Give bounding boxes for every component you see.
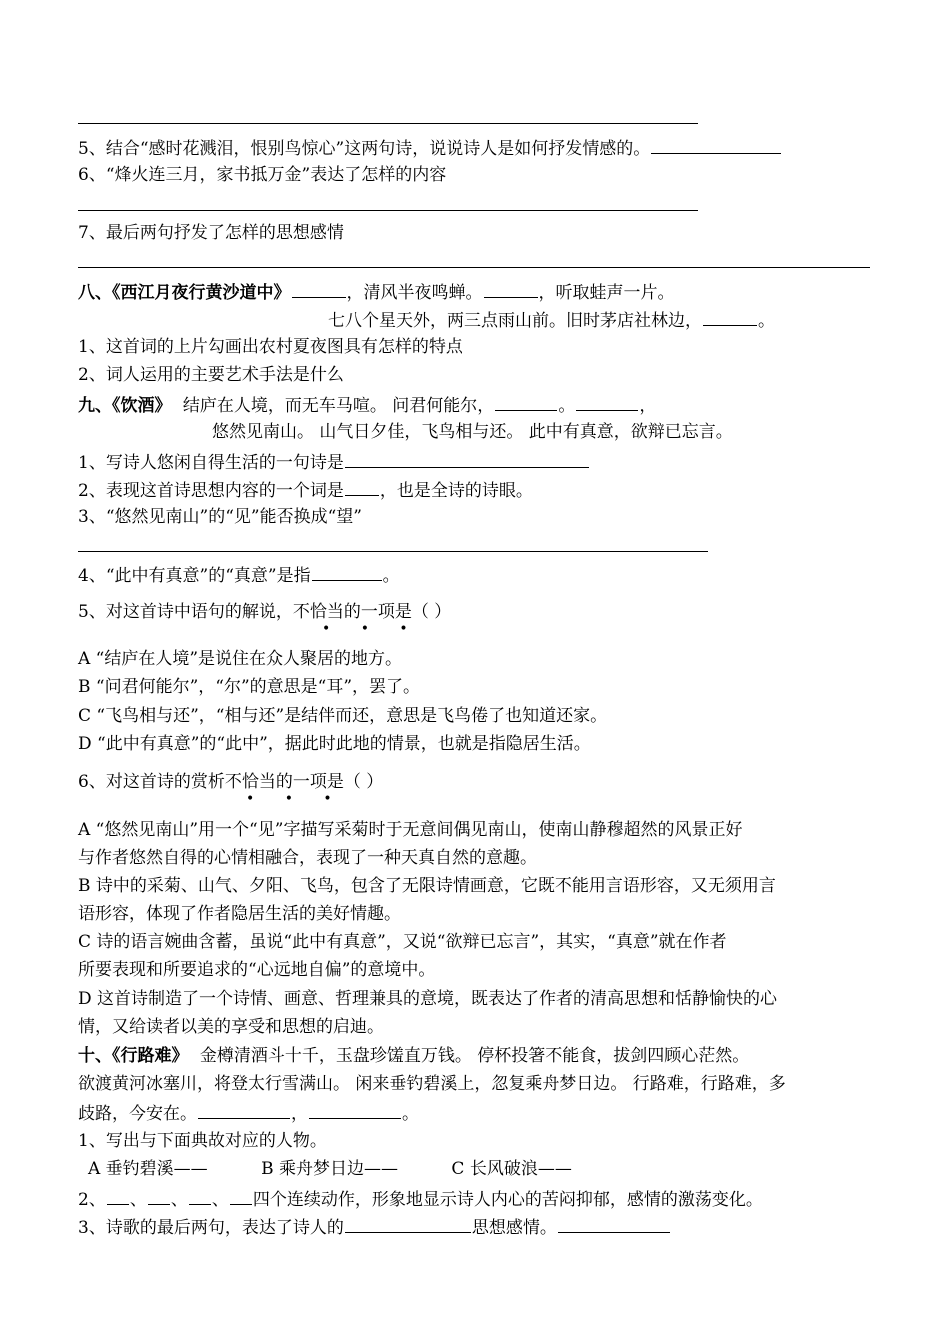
answer-blank[interactable] — [107, 1187, 129, 1205]
answer-blank[interactable] — [309, 1101, 401, 1119]
question-text: 7、最后两句抒发了怎样的思想感情 — [78, 223, 344, 243]
answer-blank[interactable] — [345, 450, 589, 468]
answer-blank[interactable] — [558, 1215, 670, 1233]
poem-text: ， — [291, 1104, 308, 1124]
option-text: C 诗的语言婉曲含蓄，虽说“此中有真意”，又说“欲辩已忘言”，其实，“真意”就在作者 — [78, 932, 727, 952]
question-text: 1、这首词的上片勾画出农村夏夜图具有怎样的特点 — [78, 337, 463, 357]
answer-blank[interactable] — [312, 563, 382, 581]
poem-text: 欲渡黄河冰塞川，将登太行雪满山。 闲来垂钓碧溪上，忽复乘舟梦日边。 行路难，行路难，多 — [78, 1074, 786, 1094]
poem-text: 。 — [758, 311, 775, 331]
section-8-question-1 — [78, 336, 463, 358]
option-text: 情，又给读者以美的享受和思想的启迪。 — [78, 1017, 384, 1037]
section-9-question-5 — [78, 601, 451, 623]
answer-blank[interactable] — [189, 1187, 211, 1205]
section-9-question-2 — [78, 478, 533, 502]
question-text: 2、表现这首诗思想内容的一个词是 — [78, 481, 344, 501]
answer-line — [78, 267, 870, 268]
section-9-question-1 — [78, 450, 590, 474]
separator: 、 — [170, 1190, 188, 1210]
question-text: 。 — [382, 566, 400, 586]
allusion-option-a: A 垂钓碧溪—— — [88, 1159, 208, 1179]
answer-blank[interactable] — [345, 1215, 471, 1233]
option-text: B 诗中的采菊、山气、夕阳、飞鸟，包含了无限诗情画意，它既不能用言语形容，又无须用言 — [78, 876, 776, 896]
separator: 、 — [129, 1190, 147, 1210]
emphasis-dots: • • • — [322, 621, 421, 637]
answer-blank[interactable] — [495, 393, 557, 411]
poem-text: 悠然见南山。 山气日夕佳，飞鸟相与还。 此中有真意，欲辩已忘言。 — [212, 422, 733, 442]
section-9-poem-line-1 — [78, 393, 656, 417]
poem-text: ，清风半夜鸣蝉。 — [346, 283, 483, 303]
question-7-6 — [78, 164, 446, 186]
section-9-q5-option-a[interactable] — [78, 648, 402, 670]
section-9-q5-option-b[interactable] — [78, 676, 420, 698]
question-7-5 — [78, 136, 782, 160]
poem-text: 金樽清酒斗十千，玉盘珍馐直万钱。 停杯投箸不能食，拔剑四顾心茫然。 — [199, 1046, 750, 1066]
poem-text: 七八个星天外，两三点雨山前。旧时茅店社林边， — [328, 311, 702, 331]
answer-blank[interactable] — [148, 1187, 170, 1205]
section-8-poem-line-2 — [328, 308, 775, 332]
question-text: 2、词人运用的主要艺术手法是什么 — [78, 365, 344, 385]
option-text: B “问君何能尔”，“尔”的意思是“耳”，罢了。 — [78, 677, 421, 697]
section-heading: 九、《饮酒》 — [78, 396, 172, 416]
question-text: 1、写出与下面典故对应的人物。 — [78, 1131, 327, 1151]
question-text: 5、结合“感时花溅泪，恨别鸟惊心”这两句诗，说说诗人是如何抒发情感的。 — [78, 139, 651, 159]
section-9-q6-option-c[interactable] — [78, 931, 727, 953]
section-9-question-3 — [78, 506, 362, 528]
section-10-poem-line-3 — [78, 1101, 419, 1125]
answer-blank[interactable] — [651, 136, 781, 154]
question-text: 3、诗歌的最后两句，表达了诗人的 — [78, 1218, 344, 1238]
question-text: 6、对这首诗的赏析不恰当的一项是（ ） — [78, 772, 384, 792]
answer-line — [78, 551, 708, 552]
section-10-poem-line-1 — [78, 1045, 749, 1067]
section-10-allusion-options — [88, 1158, 572, 1180]
section-heading: 八、《西江月夜行黄沙道中》 — [78, 283, 291, 303]
section-9-q5-option-d[interactable] — [78, 733, 591, 755]
section-9-q6-option-b-cont — [78, 903, 401, 925]
answer-blank[interactable] — [345, 478, 379, 496]
section-10-poem-line-2 — [78, 1073, 786, 1095]
option-text: 与作者悠然自得的心情相融合，表现了一种天真自然的意趣。 — [78, 848, 537, 868]
question-text: 4、“此中有真意”的“真意”是指 — [78, 566, 311, 586]
question-text: 5、对这首诗中语句的解说，不恰当的一项是（ ） — [78, 602, 452, 622]
answer-blank[interactable] — [484, 280, 538, 298]
option-text: A “结庐在人境”是说住在众人聚居的地方。 — [78, 649, 403, 669]
section-9-q5-option-c[interactable] — [78, 705, 607, 727]
question-text: 3、“悠然见南山”的“见”能否换成“望” — [78, 507, 362, 527]
poem-text: 歧路，今安在。 — [78, 1104, 197, 1124]
option-text: D 这首诗制造了一个诗情、画意、哲理兼具的意境，既表达了作者的清高思想和恬静愉快的心 — [78, 989, 778, 1009]
allusion-option-c: C 长风破浪—— — [451, 1159, 572, 1179]
section-9-q6-option-c-cont — [78, 959, 435, 981]
option-text: 所要表现和所要追求的“心远地自偏”的意境中。 — [78, 960, 436, 980]
question-text: 1、写诗人悠闲自得生活的一句诗是 — [78, 453, 344, 473]
section-10-question-2 — [78, 1187, 763, 1211]
question-text: 四个连续动作，形象地显示诗人内心的苦闷抑郁，感情的激荡变化。 — [252, 1190, 763, 1210]
poem-text: 结庐在人境，而无车马喧。 问君何能尔， — [182, 396, 495, 416]
section-9-q6-option-d-cont — [78, 1016, 384, 1038]
section-10-question-3 — [78, 1215, 671, 1239]
section-9-q6-option-a-cont — [78, 847, 537, 869]
poem-text: 。 — [402, 1104, 419, 1124]
section-9-q6-option-a[interactable] — [78, 819, 742, 841]
question-7-7 — [78, 222, 344, 244]
question-text: 思想感情。 — [471, 1218, 557, 1238]
option-text: A “悠然见南山”用一个“见”字描写采菊时于无意间偶见南山，使南山静穆超然的风景正好 — [78, 820, 743, 840]
question-text: 6、“烽火连三月，家书抵万金”表达了怎样的内容 — [78, 165, 447, 185]
answer-line — [78, 210, 698, 211]
section-9-poem-line-2 — [212, 421, 733, 443]
option-text: 语形容，体现了作者隐居生活的美好情趣。 — [78, 904, 401, 924]
section-10-question-1 — [78, 1130, 327, 1152]
question-text: 2、 — [78, 1190, 106, 1210]
separator: 、 — [211, 1190, 229, 1210]
option-text: C “飞鸟相与还”，“相与还”是结伴而还，意思是飞鸟倦了也知道还家。 — [78, 706, 608, 726]
poem-text: ， — [639, 396, 657, 416]
poem-text: ，听取蛙声一片。 — [538, 283, 675, 303]
allusion-option-b: B 乘舟梦日边—— — [261, 1159, 398, 1179]
emphasis-dots: • • • — [246, 791, 345, 807]
section-8-question-2 — [78, 364, 344, 386]
answer-blank[interactable] — [292, 280, 346, 298]
section-9-q6-option-b[interactable] — [78, 875, 776, 897]
section-9-question-6 — [78, 771, 383, 793]
question-text: ，也是全诗的诗眼。 — [379, 481, 533, 501]
section-heading: 十、《行路难》 — [78, 1046, 189, 1066]
section-8-poem-line-1 — [78, 280, 675, 304]
answer-blank[interactable] — [576, 393, 638, 411]
option-text: D “此中有真意”的“此中”，据此时此地的情景，也就是指隐居生活。 — [78, 734, 591, 754]
answer-blank[interactable] — [198, 1101, 290, 1119]
section-9-q6-option-d[interactable] — [78, 988, 777, 1010]
answer-blank[interactable] — [230, 1187, 252, 1205]
answer-blank[interactable] — [703, 308, 757, 326]
answer-line — [78, 123, 698, 124]
poem-text: 。 — [558, 396, 576, 416]
section-9-question-4 — [78, 563, 400, 587]
